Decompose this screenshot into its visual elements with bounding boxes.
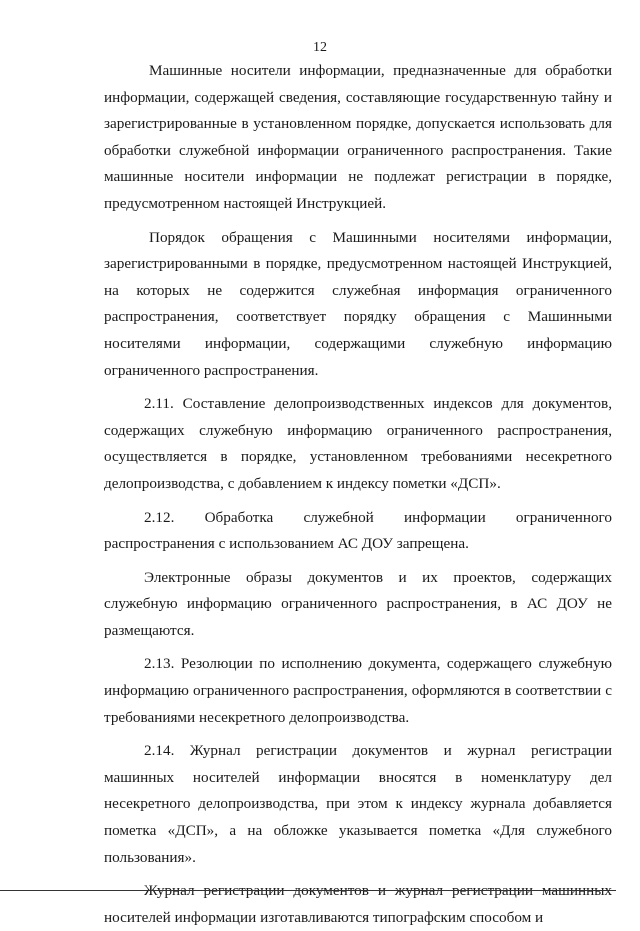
- page-bottom-divider: [0, 890, 616, 891]
- paragraph-journal-printing: Журнал регистрации документов и журнал регистрации машинных носителей информации изготавливаются типографским способом и: [104, 882, 612, 926]
- paragraph-2-11: 2.11. Составление делопроизводственных индексов для документов, содержащих служебную информацию ограниченного распространения, осуществляется в порядке, установленном требованиями несекретного делопроизводства, с добавлением к индексу пометки «ДСП».: [104, 395, 612, 492]
- paragraph-2-14: 2.14. Журнал регистрации документов и журнал регистрации машинных носителей информации вносятся в номенклатуру дел несекретного делопроизводства, при этом к индексу журнала добавляется пометка «ДСП», а на обложке указывается пометка «Для служебного пользования».: [104, 742, 612, 866]
- document-body: [104, 58, 612, 931]
- page-number: 12: [313, 40, 327, 55]
- paragraph-2-12: 2.12. Обработка служебной информации ограниченного распространения с использованием АС ДОУ запрещена.: [104, 508, 612, 553]
- paragraph-machine-media: Машинные носители информации, предназначенные для обработки информации, содержащей сведения, составляющие государственную тайну и зарегистрированные в установленном порядке, допускается использовать для обработки служебной информации ограниченного распространения. Такие машинные носители информации не подлежат регистрации в порядке, предусмотренном настоящей Инструкцией.: [104, 62, 612, 212]
- paragraph-handling-order: Порядок обращения с Машинными носителями информации, зарегистрированными в порядке, предусмотренном настоящей Инструкцией, на которых не содержится служебная информация ограниченного распространения, соответствует порядку обращения с Машинными носителями информации, содержащими служебную информацию ограниченного распространения.: [104, 228, 612, 379]
- paragraph-electronic-images: Электронные образы документов и их проектов, содержащих служебную информацию ограниченного распространения, в АС ДОУ не размещаются.: [104, 568, 612, 639]
- paragraph-2-13: 2.13. Резолюции по исполнению документа, содержащего служебную информацию ограниченного распространения, оформляются в соответствии с требованиями несекретного делопроизводства.: [104, 655, 612, 726]
